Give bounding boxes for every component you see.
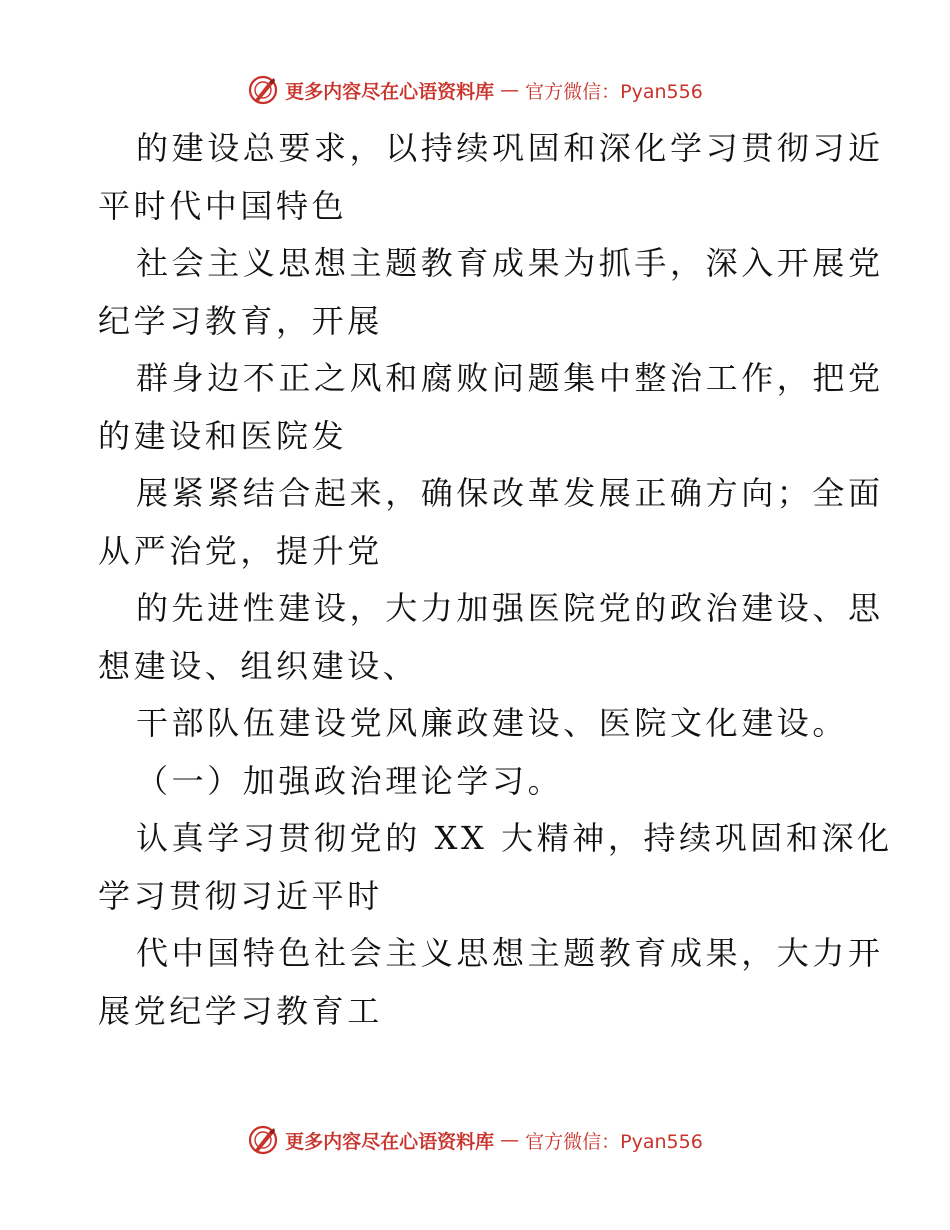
pen-logo-icon <box>247 1124 279 1156</box>
text-line: 社会主义思想主题教育成果为抓手，深入开展党 <box>136 244 884 282</box>
watermark-main-text: 更多内容尽在心语资料库 <box>285 1130 495 1153</box>
text-line: 学习贯彻习近平时 <box>98 876 383 915</box>
text-line: 纪学习教育，开展 <box>98 301 383 340</box>
pen-logo-icon <box>247 74 279 106</box>
watermark-main-text: 更多内容尽在心语资料库 <box>285 80 495 103</box>
text-line: 想建设、组织建设、 <box>98 646 419 685</box>
text-line: 的建设和医院发 <box>98 416 348 455</box>
text-line: 代中国特色社会主义思想主题教育成果，大力开 <box>136 934 884 972</box>
watermark-wechat-text: 官方微信：Pyan556 <box>525 1130 703 1153</box>
text-line: 展党纪学习教育工 <box>98 991 383 1030</box>
watermark-dash: — <box>500 79 520 101</box>
header-watermark <box>0 72 950 108</box>
watermark-dash: — <box>500 1129 520 1151</box>
text-line: 的建设总要求，以持续巩固和深化学习贯彻习近 <box>136 129 884 167</box>
text-line: 平时代中国特色 <box>98 186 348 225</box>
watermark-wechat-text: 官方微信：Pyan556 <box>525 80 703 103</box>
text-line: 从严治党，提升党 <box>98 531 383 570</box>
text-line: 群身边不正之风和腐败问题集中整治工作，把党 <box>136 359 884 397</box>
text-line: 的先进性建设，大力加强医院党的政治建设、思 <box>136 589 884 627</box>
text-line: 认真学习贯彻党的 XX 大精神，持续巩固和深化 <box>136 819 893 857</box>
text-line: （一）加强政治理论学习。 <box>136 761 564 800</box>
document-body <box>98 120 893 1040</box>
text-line: 展紧紧结合起来，确保改革发展正确方向；全面 <box>136 474 884 512</box>
footer-watermark <box>0 1122 950 1158</box>
text-line: 干部队伍建设党风廉政建设、医院文化建设。 <box>136 704 849 742</box>
